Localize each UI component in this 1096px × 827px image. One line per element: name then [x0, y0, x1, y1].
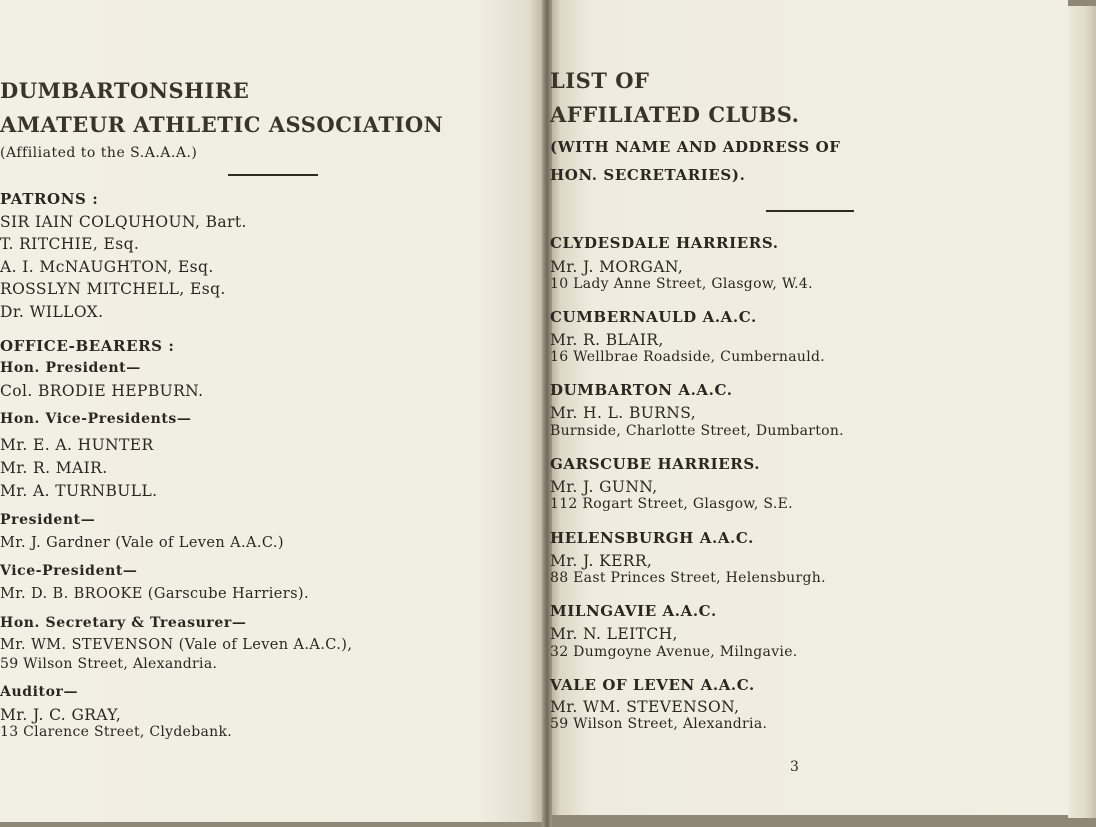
- club-name: DUMBARTON A.A.C.: [550, 381, 733, 399]
- club-address: Burnside, Charlotte Street, Dumbarton.: [550, 423, 844, 439]
- hon-vice-president-name: Mr. R. MAIR.: [0, 459, 108, 477]
- auditor-heading: Auditor—: [0, 684, 79, 700]
- club-secretary: Mr. WM. STEVENSON,: [550, 698, 740, 716]
- club-name: GARSCUBE HARRIERS.: [550, 455, 761, 473]
- club-name: CUMBERNAULD A.A.C.: [550, 308, 757, 326]
- club-secretary: Mr. J. GUNN,: [550, 478, 658, 496]
- club-secretary: Mr. J. KERR,: [550, 552, 653, 570]
- president-heading: President—: [0, 512, 96, 528]
- clubs-title-line2: AFFILIATED CLUBS.: [550, 102, 800, 127]
- club-secretary: Mr. N. LEITCH,: [550, 625, 678, 643]
- vice-president-heading: Vice-President—: [0, 563, 138, 579]
- hon-vice-presidents-heading: Hon. Vice-Presidents—: [0, 411, 192, 427]
- club-address: 16 Wellbrae Roadside, Cumbernauld.: [550, 349, 825, 365]
- patron-name: T. RITCHIE, Esq.: [0, 235, 140, 253]
- clubs-title-line1: LIST OF: [550, 68, 650, 93]
- secretary-heading: Hon. Secretary & Treasurer—: [0, 615, 247, 631]
- patron-name: SIR IAIN COLQUHOUN, Bart.: [0, 213, 247, 231]
- club-address: 10 Lady Anne Street, Glasgow, W.4.: [550, 276, 813, 292]
- patron-name: Dr. WILLOX.: [0, 303, 104, 321]
- patron-name: ROSSLYN MITCHELL, Esq.: [0, 280, 226, 298]
- clubs-subtitle-line2: HON. SECRETARIES).: [550, 166, 746, 184]
- left-divider-rule: [228, 174, 318, 176]
- club-address: 32 Dumgoyne Avenue, Milngavie.: [550, 644, 798, 660]
- hon-president-heading: Hon. President—: [0, 360, 141, 376]
- secretary-address: 59 Wilson Street, Alexandria.: [0, 656, 218, 672]
- patrons-heading: PATRONS :: [0, 190, 99, 208]
- association-title-line2: AMATEUR ATHLETIC ASSOCIATION: [0, 112, 444, 137]
- club-address: 88 East Princes Street, Helensburgh.: [550, 570, 826, 586]
- clubs-subtitle-line1: (WITH NAME AND ADDRESS OF: [550, 138, 841, 156]
- club-name: MILNGAVIE A.A.C.: [550, 602, 717, 620]
- page-number: 3: [790, 759, 799, 775]
- right-divider-rule: [766, 210, 854, 212]
- hon-vice-president-name: Mr. E. A. HUNTER: [0, 436, 154, 454]
- page-edge: [1068, 6, 1096, 818]
- club-address: 59 Wilson Street, Alexandria.: [550, 716, 768, 732]
- president-name: Mr. J. Gardner (Vale of Leven A.A.C.): [0, 535, 284, 551]
- affiliation-note: (Affiliated to the S.A.A.A.): [0, 145, 198, 161]
- auditor-address: 13 Clarence Street, Clydebank.: [0, 724, 232, 740]
- club-secretary: Mr. J. MORGAN,: [550, 258, 684, 276]
- vice-president-name: Mr. D. B. BROOKE (Garscube Harriers).: [0, 586, 309, 602]
- patron-name: A. I. McNAUGHTON, Esq.: [0, 258, 214, 276]
- club-name: HELENSBURGH A.A.C.: [550, 529, 754, 547]
- office-bearers-heading: OFFICE-BEARERS :: [0, 337, 175, 355]
- secretary-name: Mr. WM. STEVENSON (Vale of Leven A.A.C.),: [0, 637, 353, 653]
- association-title-line1: DUMBARTONSHIRE: [0, 78, 250, 103]
- hon-president-name: Col. BRODIE HEPBURN.: [0, 382, 204, 400]
- auditor-name: Mr. J. C. GRAY,: [0, 706, 122, 724]
- club-secretary: Mr. R. BLAIR,: [550, 331, 664, 349]
- club-name: CLYDESDALE HARRIERS.: [550, 234, 779, 252]
- club-name: VALE OF LEVEN A.A.C.: [550, 676, 755, 694]
- club-secretary: Mr. H. L. BURNS,: [550, 404, 697, 422]
- hon-vice-president-name: Mr. A. TURNBULL.: [0, 482, 158, 500]
- club-address: 112 Rogart Street, Glasgow, S.E.: [550, 496, 793, 512]
